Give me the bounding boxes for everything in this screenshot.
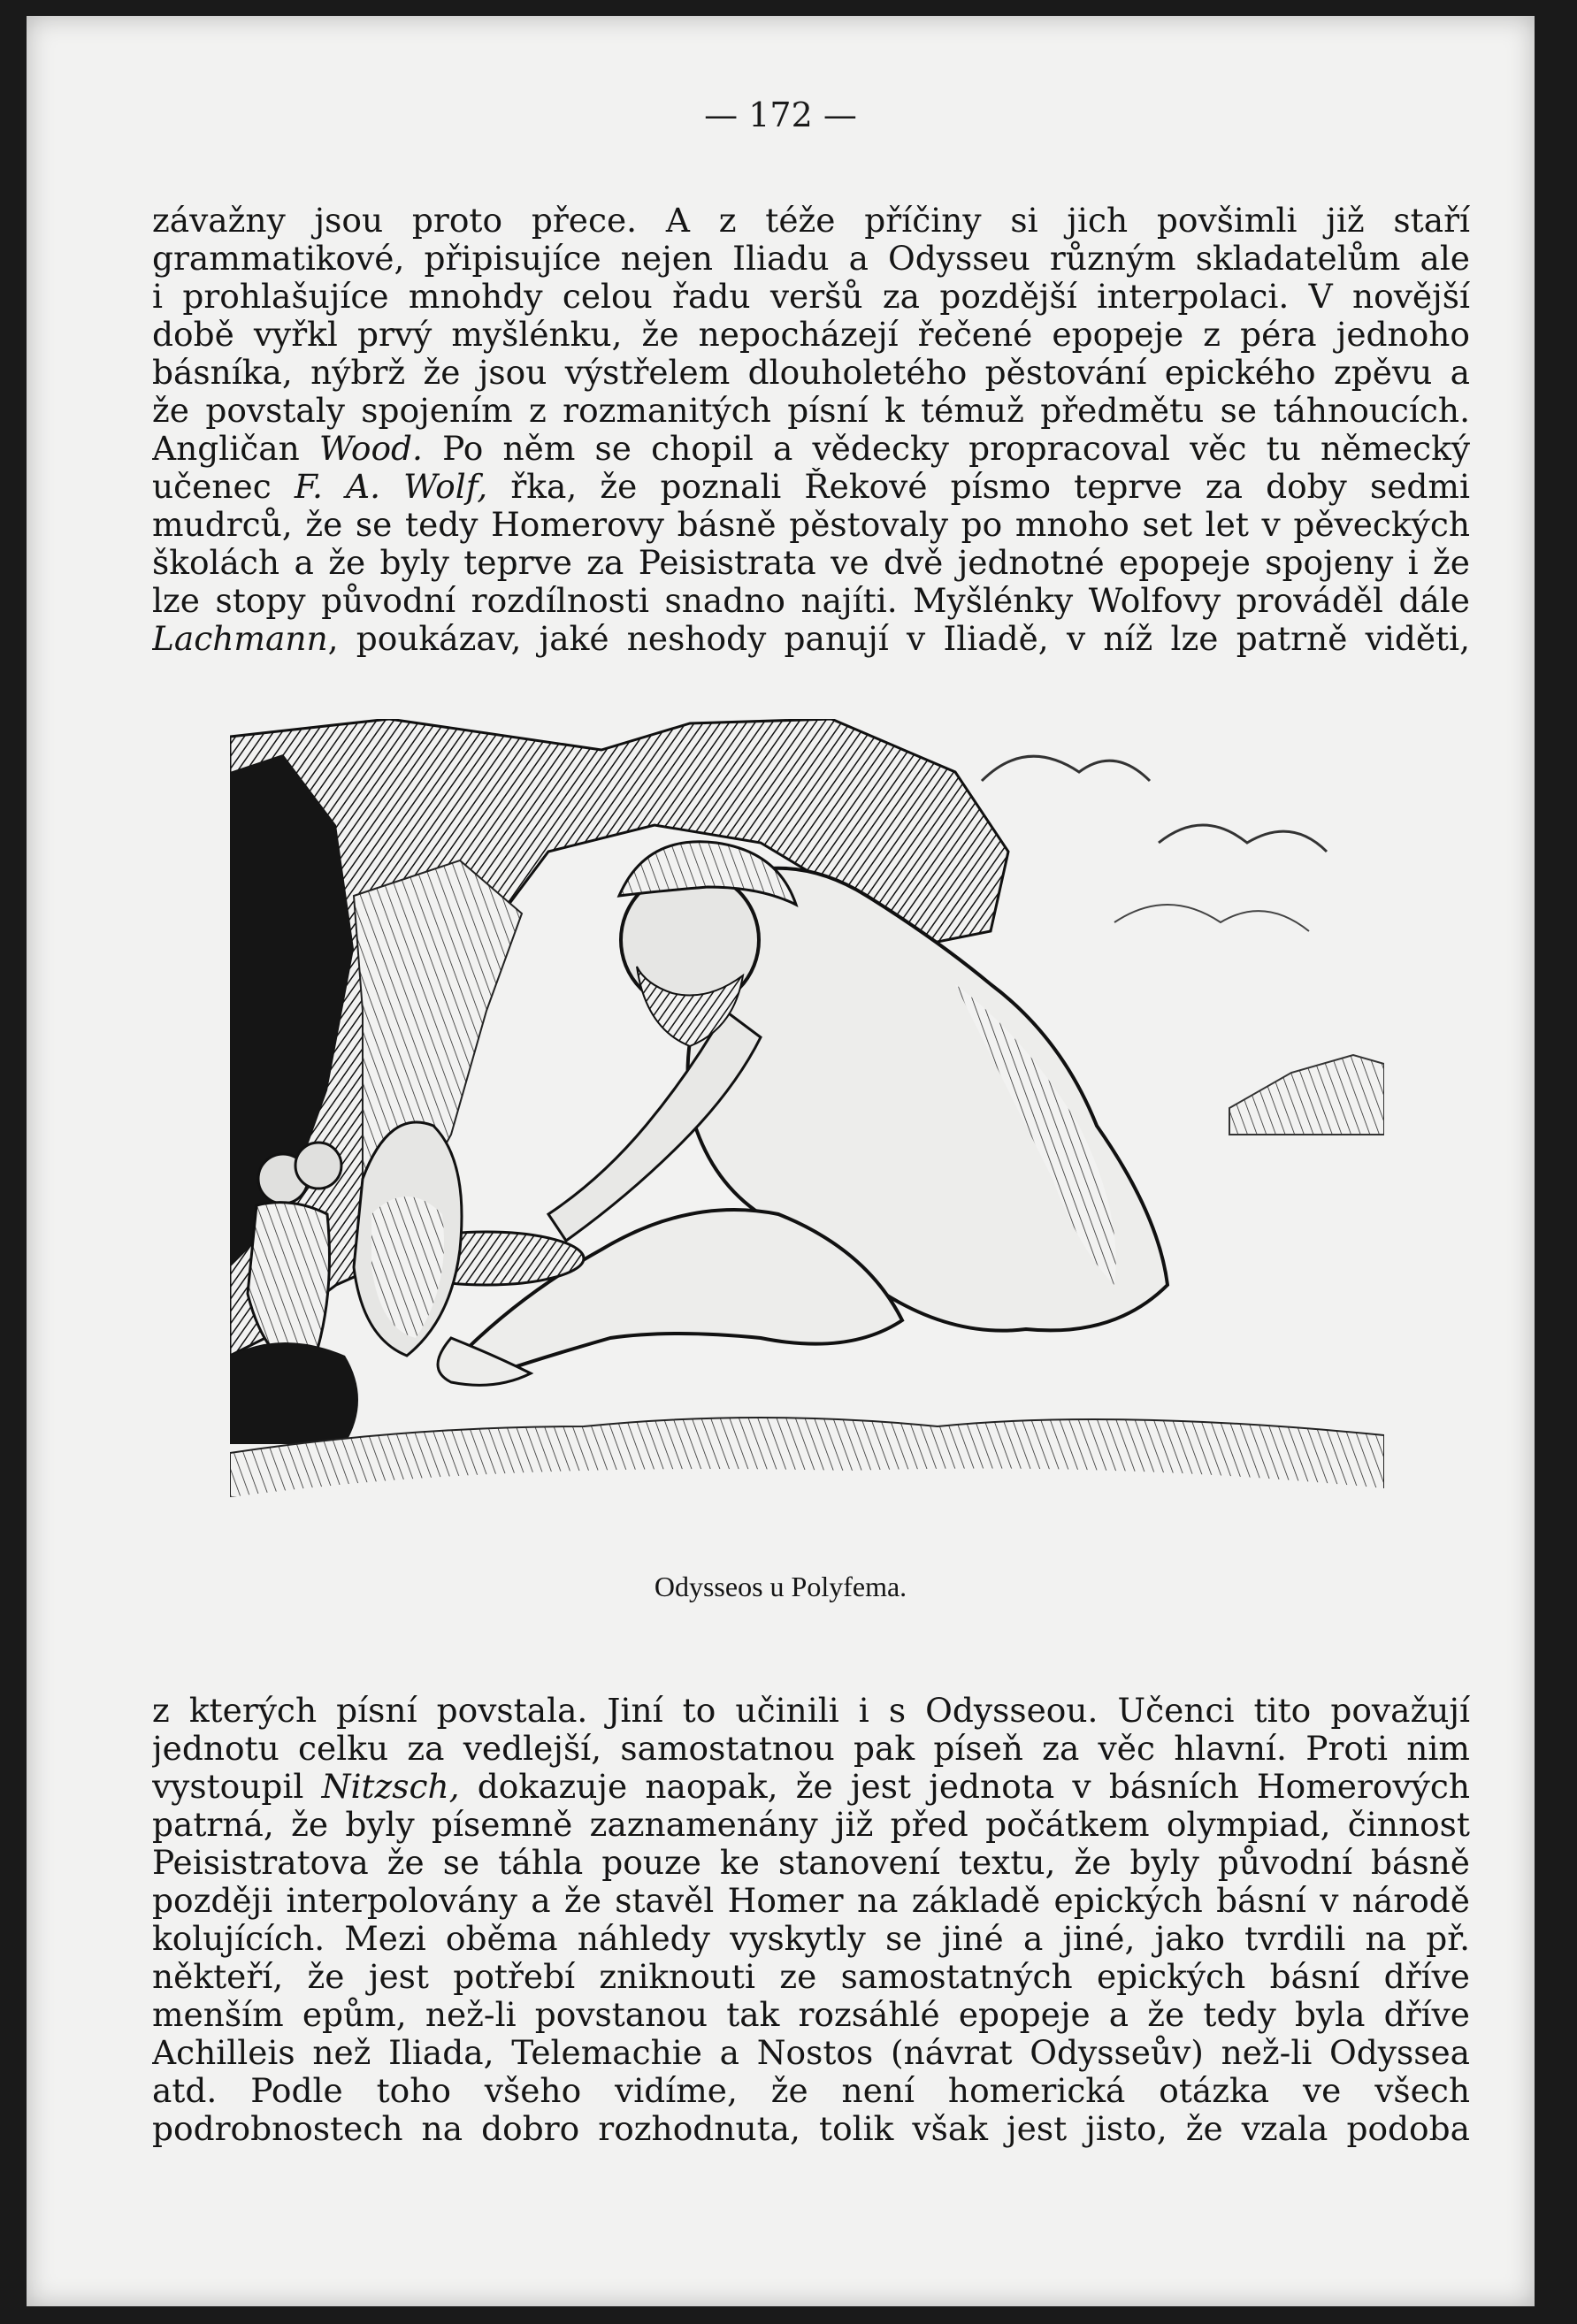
bottom-paragraph [152,1692,1470,2148]
text-line: jednotu celku za vedlejší, samostatnou pak píseň za věc hlavní. Proti nim [152,1730,1470,1768]
figure-caption: Odysseos u Polyfema. [654,1571,907,1602]
cloud [1159,825,1327,852]
text-segment: řka, že poznali Řekové písmo teprve za doby sedmi [487,468,1470,506]
book-page [27,16,1535,2306]
crouching-figure [230,1342,358,1444]
text-line: někteří, že jest potřebí zniknouti ze samostatných epických básní dříve [152,1958,1470,1996]
text-segment: Po něm se chopil a vědecky propracoval věc tu německý [422,430,1470,468]
text-line [152,1768,1470,1806]
top-paragraph [152,202,1470,658]
text-line: z kterých písní povstala. Jiní to učinili i s Odysseou. Učenci tito považují [152,1692,1470,1730]
text-segment: vystoupil [152,1768,322,1806]
ground-rocks [230,1469,1384,1573]
text-line: podrobnostech na dobro rozhodnuta, tolik však jest jisto, že vzala podoba [152,2110,1470,2148]
text-line: že povstaly spojením z rozmanitých písní k témuž předmětu se táhnoucích. [152,392,1470,430]
text-line: atd. Podle toho všeho vidíme, že není homerická otázka ve všech [152,2072,1470,2110]
text-line [152,620,1470,658]
text-line: Peisistratova že se táhla pouze ke stanovení textu, že byly původní básně [152,1844,1470,1882]
text-line: době vyřkl prvý myšlénku, že nepocházejí řečené epopeje z péra jednoho [152,316,1470,354]
text-line: patrná, že byly písemně zaznamenány již před počátkem olympiad, činnost [152,1806,1470,1844]
text-line: Achilleis než Iliada, Telemachie a Nostos (návrat Odysseův) než-li Odyssea [152,2034,1470,2072]
text-line: školách a že byly teprve za Peisistrata ve dvě jednotné epopeje spojeny i že [152,544,1470,582]
text-line: později interpolovány a že stavěl Homer na základě epických básní v národě [152,1882,1470,1920]
text-line [152,468,1470,506]
text-line: mudrců, že se tedy Homerovy básně pěstovaly po mnoho set let v pěveckých [152,506,1470,544]
illustration-odysseus-polyphemus [230,719,1384,1572]
text-segment: dokazuje naopak, že jest jednota v básních Homerových [459,1768,1470,1806]
text-line [152,430,1470,468]
text-line: grammatikové, připisujíce nejen Iliadu a Odysseu různým skladatelům ale [152,240,1470,278]
companion-head [295,1143,341,1189]
author-name-nitzsch: Nitzsch, [321,1768,460,1806]
cloud [982,756,1150,781]
cloud [1114,905,1309,931]
text-line: i prohlašujíce mnohdy celou řadu veršů za pozdější interpolaci. V novější [152,278,1470,316]
engraving-illustration [230,719,1384,1572]
text-segment: učenec [152,468,295,506]
text-line: básníka, nýbrž že jsou výstřelem dlouholetého pěstování epického zpěvu a [152,354,1470,392]
text-segment: Angličan [152,430,319,468]
text-line: menším epům, než-li povstanou tak rozsáhlé epopeje a že tedy byla dříve [152,1996,1470,2034]
page-number: — 172 — [704,96,857,134]
text-line: závažny jsou proto přece. A z téže příčiny si jich povšimli již staří [152,202,1470,240]
text-line: kolujících. Mezi oběma náhledy vyskytly se jiné a jiné, jako tvrdili na př. [152,1920,1470,1958]
distant-hill [1229,1055,1384,1135]
author-name-wood: Wood. [318,430,423,468]
text-line: lze stopy původní rozdílnosti snadno najíti. Myšlénky Wolfovy prováděl dále [152,582,1470,620]
author-name-wolf: F. A. Wolf, [294,468,488,506]
text-segment: , poukázav, jaké neshody panují v Iliadě, v níž lze patrně viděti, [327,620,1470,658]
author-name-lachmann: Lachmann [152,620,328,658]
